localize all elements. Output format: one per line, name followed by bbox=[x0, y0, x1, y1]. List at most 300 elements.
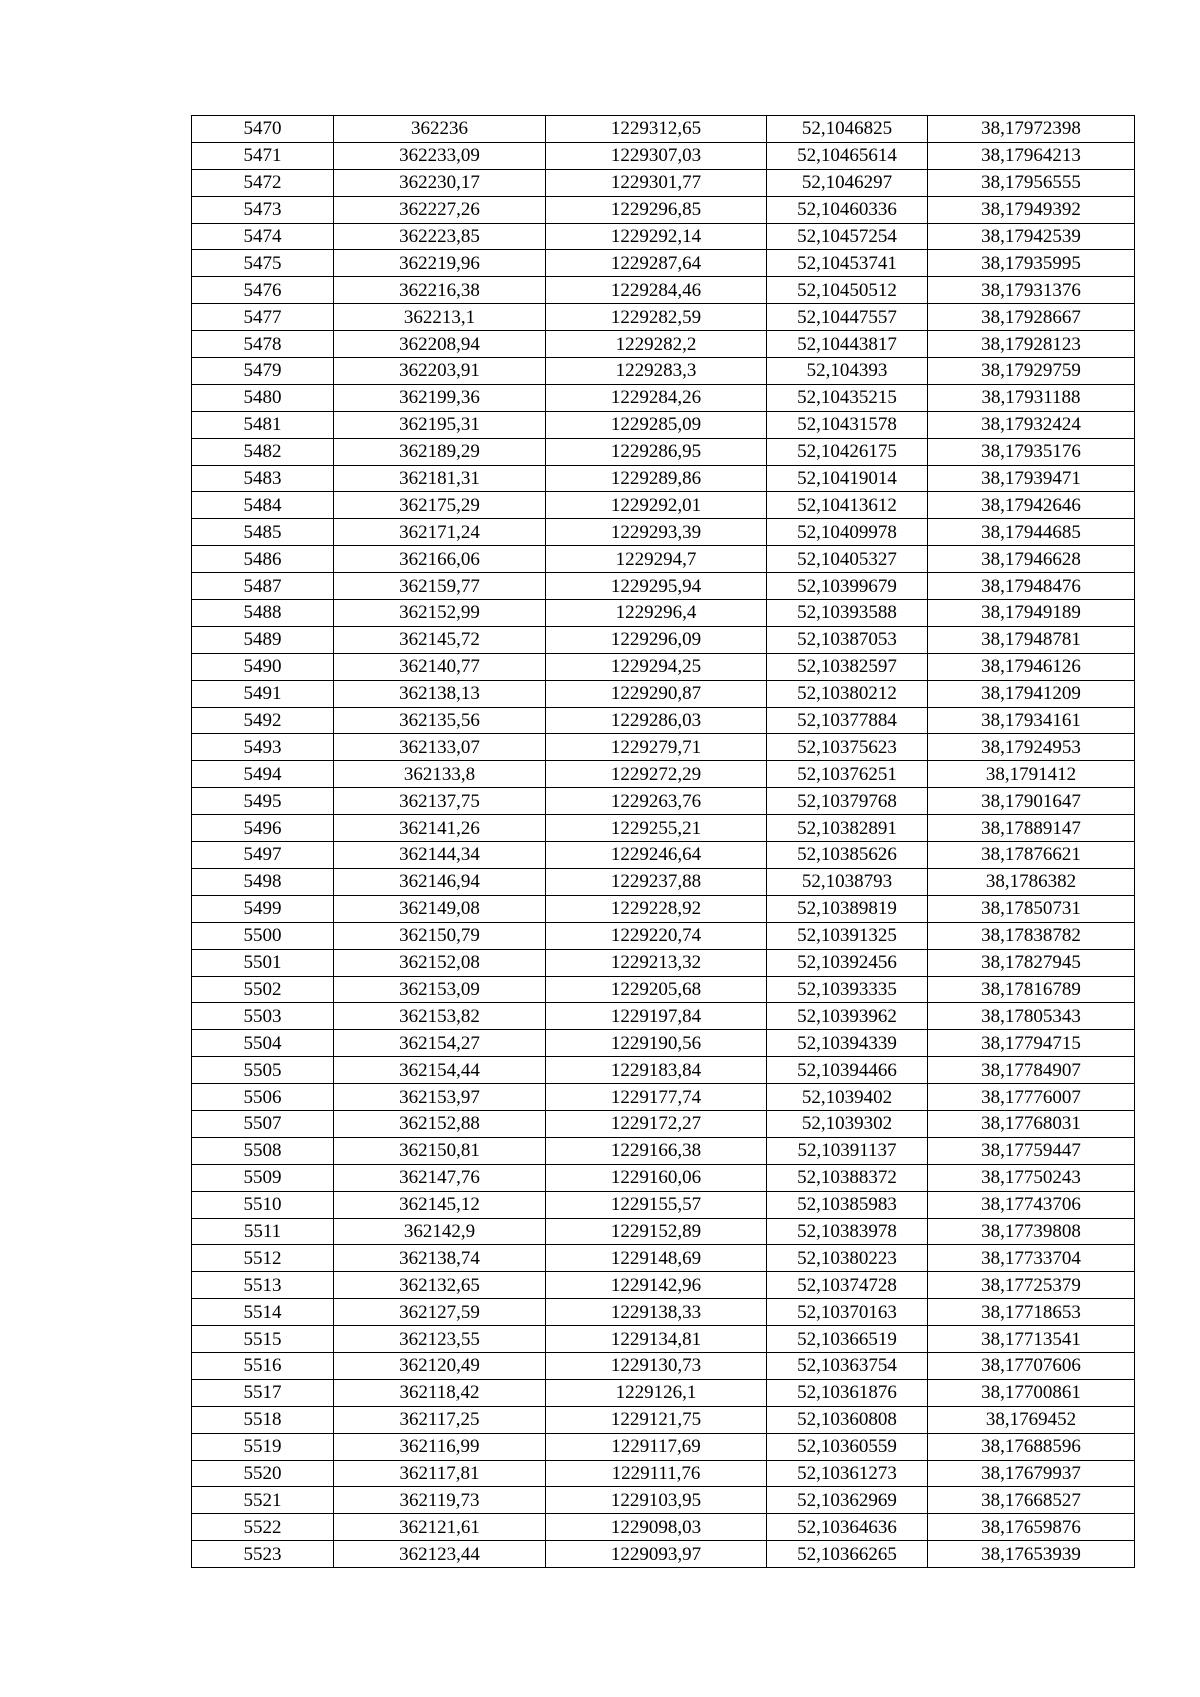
x-coordinate-cell: 362152,08 bbox=[334, 949, 546, 976]
y-coordinate-cell: 1229197,84 bbox=[546, 1003, 767, 1030]
latitude-cell: 52,10447557 bbox=[767, 304, 928, 331]
point-number-cell: 5501 bbox=[192, 949, 334, 976]
latitude-cell: 52,10382891 bbox=[767, 815, 928, 842]
latitude-cell: 52,10382597 bbox=[767, 653, 928, 680]
x-coordinate-cell: 362216,38 bbox=[334, 277, 546, 304]
latitude-cell: 52,10419014 bbox=[767, 465, 928, 492]
y-coordinate-cell: 1229103,95 bbox=[546, 1487, 767, 1514]
y-coordinate-cell: 1229285,09 bbox=[546, 411, 767, 438]
longitude-cell: 38,17659876 bbox=[928, 1514, 1135, 1541]
point-number-cell: 5513 bbox=[192, 1272, 334, 1299]
latitude-cell: 52,10457254 bbox=[767, 223, 928, 250]
point-number-cell: 5483 bbox=[192, 465, 334, 492]
x-coordinate-cell: 362117,25 bbox=[334, 1406, 546, 1433]
point-number-cell: 5497 bbox=[192, 842, 334, 869]
table-row bbox=[192, 922, 1135, 949]
point-number-cell: 5515 bbox=[192, 1326, 334, 1353]
point-number-cell: 5481 bbox=[192, 411, 334, 438]
longitude-cell: 38,17939471 bbox=[928, 465, 1135, 492]
latitude-cell: 52,10374728 bbox=[767, 1272, 928, 1299]
latitude-cell: 52,10393335 bbox=[767, 976, 928, 1003]
y-coordinate-cell: 1229284,46 bbox=[546, 277, 767, 304]
longitude-cell: 38,17794715 bbox=[928, 1030, 1135, 1057]
longitude-cell: 38,17759447 bbox=[928, 1137, 1135, 1164]
x-coordinate-cell: 362150,79 bbox=[334, 922, 546, 949]
y-coordinate-cell: 1229296,4 bbox=[546, 600, 767, 627]
y-coordinate-cell: 1229289,86 bbox=[546, 465, 767, 492]
latitude-cell: 52,10389819 bbox=[767, 895, 928, 922]
y-coordinate-cell: 1229138,33 bbox=[546, 1299, 767, 1326]
y-coordinate-cell: 1229287,64 bbox=[546, 250, 767, 277]
x-coordinate-cell: 362153,82 bbox=[334, 1003, 546, 1030]
table-row bbox=[192, 653, 1135, 680]
y-coordinate-cell: 1229130,73 bbox=[546, 1352, 767, 1379]
y-coordinate-cell: 1229237,88 bbox=[546, 868, 767, 895]
latitude-cell: 52,10387053 bbox=[767, 626, 928, 653]
x-coordinate-cell: 362230,17 bbox=[334, 169, 546, 196]
longitude-cell: 38,17934161 bbox=[928, 707, 1135, 734]
latitude-cell: 52,10379768 bbox=[767, 788, 928, 815]
y-coordinate-cell: 1229093,97 bbox=[546, 1541, 767, 1568]
y-coordinate-cell: 1229286,95 bbox=[546, 438, 767, 465]
latitude-cell: 52,10363754 bbox=[767, 1352, 928, 1379]
longitude-cell: 38,17948781 bbox=[928, 626, 1135, 653]
table-row bbox=[192, 116, 1135, 143]
x-coordinate-cell: 362199,36 bbox=[334, 384, 546, 411]
point-number-cell: 5503 bbox=[192, 1003, 334, 1030]
y-coordinate-cell: 1229279,71 bbox=[546, 734, 767, 761]
y-coordinate-cell: 1229263,76 bbox=[546, 788, 767, 815]
longitude-cell: 38,1769452 bbox=[928, 1406, 1135, 1433]
point-number-cell: 5491 bbox=[192, 680, 334, 707]
point-number-cell: 5489 bbox=[192, 626, 334, 653]
point-number-cell: 5477 bbox=[192, 304, 334, 331]
longitude-cell: 38,17776007 bbox=[928, 1084, 1135, 1111]
table-row bbox=[192, 788, 1135, 815]
x-coordinate-cell: 362133,07 bbox=[334, 734, 546, 761]
table-row bbox=[192, 1164, 1135, 1191]
x-coordinate-cell: 362159,77 bbox=[334, 573, 546, 600]
point-number-cell: 5470 bbox=[192, 116, 334, 143]
table-row bbox=[192, 1191, 1135, 1218]
x-coordinate-cell: 362152,99 bbox=[334, 600, 546, 627]
y-coordinate-cell: 1229292,14 bbox=[546, 223, 767, 250]
x-coordinate-cell: 362133,8 bbox=[334, 761, 546, 788]
y-coordinate-cell: 1229148,69 bbox=[546, 1245, 767, 1272]
latitude-cell: 52,10426175 bbox=[767, 438, 928, 465]
y-coordinate-cell: 1229213,32 bbox=[546, 949, 767, 976]
longitude-cell: 38,17932424 bbox=[928, 411, 1135, 438]
y-coordinate-cell: 1229312,65 bbox=[546, 116, 767, 143]
point-number-cell: 5496 bbox=[192, 815, 334, 842]
latitude-cell: 52,10409978 bbox=[767, 519, 928, 546]
table-row bbox=[192, 384, 1135, 411]
x-coordinate-cell: 362119,73 bbox=[334, 1487, 546, 1514]
latitude-cell: 52,10362969 bbox=[767, 1487, 928, 1514]
longitude-cell: 38,17768031 bbox=[928, 1110, 1135, 1137]
longitude-cell: 38,17733704 bbox=[928, 1245, 1135, 1272]
longitude-cell: 38,17725379 bbox=[928, 1272, 1135, 1299]
x-coordinate-cell: 362138,13 bbox=[334, 680, 546, 707]
table-row bbox=[192, 1003, 1135, 1030]
table-row bbox=[192, 196, 1135, 223]
longitude-cell: 38,17743706 bbox=[928, 1191, 1135, 1218]
table-row bbox=[192, 1084, 1135, 1111]
latitude-cell: 52,10366265 bbox=[767, 1541, 928, 1568]
x-coordinate-cell: 362149,08 bbox=[334, 895, 546, 922]
x-coordinate-cell: 362116,99 bbox=[334, 1433, 546, 1460]
latitude-cell: 52,1039302 bbox=[767, 1110, 928, 1137]
table-row bbox=[192, 1245, 1135, 1272]
latitude-cell: 52,10385626 bbox=[767, 842, 928, 869]
table-row bbox=[192, 842, 1135, 869]
point-number-cell: 5520 bbox=[192, 1460, 334, 1487]
longitude-cell: 38,17928667 bbox=[928, 304, 1135, 331]
x-coordinate-cell: 362138,74 bbox=[334, 1245, 546, 1272]
longitude-cell: 38,1791412 bbox=[928, 761, 1135, 788]
table-row bbox=[192, 1057, 1135, 1084]
table-row bbox=[192, 734, 1135, 761]
point-number-cell: 5498 bbox=[192, 868, 334, 895]
table-row bbox=[192, 680, 1135, 707]
latitude-cell: 52,1046297 bbox=[767, 169, 928, 196]
coordinates-table bbox=[191, 115, 1135, 1568]
longitude-cell: 38,17838782 bbox=[928, 922, 1135, 949]
point-number-cell: 5510 bbox=[192, 1191, 334, 1218]
table-row bbox=[192, 761, 1135, 788]
latitude-cell: 52,10394466 bbox=[767, 1057, 928, 1084]
y-coordinate-cell: 1229126,1 bbox=[546, 1379, 767, 1406]
table-row bbox=[192, 868, 1135, 895]
table-row bbox=[192, 465, 1135, 492]
latitude-cell: 52,10399679 bbox=[767, 573, 928, 600]
y-coordinate-cell: 1229134,81 bbox=[546, 1326, 767, 1353]
longitude-cell: 38,1786382 bbox=[928, 868, 1135, 895]
point-number-cell: 5480 bbox=[192, 384, 334, 411]
latitude-cell: 52,10394339 bbox=[767, 1030, 928, 1057]
point-number-cell: 5517 bbox=[192, 1379, 334, 1406]
table-row bbox=[192, 1030, 1135, 1057]
longitude-cell: 38,17944685 bbox=[928, 519, 1135, 546]
table-row bbox=[192, 519, 1135, 546]
latitude-cell: 52,10377884 bbox=[767, 707, 928, 734]
point-number-cell: 5506 bbox=[192, 1084, 334, 1111]
y-coordinate-cell: 1229183,84 bbox=[546, 1057, 767, 1084]
y-coordinate-cell: 1229177,74 bbox=[546, 1084, 767, 1111]
latitude-cell: 52,10460336 bbox=[767, 196, 928, 223]
latitude-cell: 52,1046825 bbox=[767, 116, 928, 143]
longitude-cell: 38,17889147 bbox=[928, 815, 1135, 842]
x-coordinate-cell: 362135,56 bbox=[334, 707, 546, 734]
x-coordinate-cell: 362227,26 bbox=[334, 196, 546, 223]
longitude-cell: 38,17924953 bbox=[928, 734, 1135, 761]
latitude-cell: 52,10364636 bbox=[767, 1514, 928, 1541]
point-number-cell: 5502 bbox=[192, 976, 334, 1003]
latitude-cell: 52,10435215 bbox=[767, 384, 928, 411]
longitude-cell: 38,17707606 bbox=[928, 1352, 1135, 1379]
longitude-cell: 38,17850731 bbox=[928, 895, 1135, 922]
x-coordinate-cell: 362153,97 bbox=[334, 1084, 546, 1111]
point-number-cell: 5511 bbox=[192, 1218, 334, 1245]
point-number-cell: 5509 bbox=[192, 1164, 334, 1191]
point-number-cell: 5512 bbox=[192, 1245, 334, 1272]
latitude-cell: 52,10453741 bbox=[767, 250, 928, 277]
latitude-cell: 52,10360808 bbox=[767, 1406, 928, 1433]
latitude-cell: 52,10385983 bbox=[767, 1191, 928, 1218]
table-row bbox=[192, 949, 1135, 976]
x-coordinate-cell: 362223,85 bbox=[334, 223, 546, 250]
x-coordinate-cell: 362175,29 bbox=[334, 492, 546, 519]
x-coordinate-cell: 362121,61 bbox=[334, 1514, 546, 1541]
latitude-cell: 52,10370163 bbox=[767, 1299, 928, 1326]
point-number-cell: 5486 bbox=[192, 546, 334, 573]
x-coordinate-cell: 362166,06 bbox=[334, 546, 546, 573]
y-coordinate-cell: 1229155,57 bbox=[546, 1191, 767, 1218]
x-coordinate-cell: 362152,88 bbox=[334, 1110, 546, 1137]
table-row bbox=[192, 331, 1135, 358]
latitude-cell: 52,10393588 bbox=[767, 600, 928, 627]
x-coordinate-cell: 362153,09 bbox=[334, 976, 546, 1003]
y-coordinate-cell: 1229294,7 bbox=[546, 546, 767, 573]
x-coordinate-cell: 362236 bbox=[334, 116, 546, 143]
x-coordinate-cell: 362208,94 bbox=[334, 331, 546, 358]
x-coordinate-cell: 362123,55 bbox=[334, 1326, 546, 1353]
table-row bbox=[192, 1514, 1135, 1541]
y-coordinate-cell: 1229293,39 bbox=[546, 519, 767, 546]
x-coordinate-cell: 362147,76 bbox=[334, 1164, 546, 1191]
table-row bbox=[192, 277, 1135, 304]
table-row bbox=[192, 411, 1135, 438]
y-coordinate-cell: 1229282,59 bbox=[546, 304, 767, 331]
point-number-cell: 5487 bbox=[192, 573, 334, 600]
point-number-cell: 5508 bbox=[192, 1137, 334, 1164]
point-number-cell: 5500 bbox=[192, 922, 334, 949]
table-row bbox=[192, 707, 1135, 734]
latitude-cell: 52,1038793 bbox=[767, 868, 928, 895]
latitude-cell: 52,10361273 bbox=[767, 1460, 928, 1487]
latitude-cell: 52,10388372 bbox=[767, 1164, 928, 1191]
latitude-cell: 52,10360559 bbox=[767, 1433, 928, 1460]
y-coordinate-cell: 1229286,03 bbox=[546, 707, 767, 734]
point-number-cell: 5485 bbox=[192, 519, 334, 546]
longitude-cell: 38,17946126 bbox=[928, 653, 1135, 680]
latitude-cell: 52,10405327 bbox=[767, 546, 928, 573]
point-number-cell: 5493 bbox=[192, 734, 334, 761]
point-number-cell: 5474 bbox=[192, 223, 334, 250]
table-row bbox=[192, 1137, 1135, 1164]
y-coordinate-cell: 1229296,09 bbox=[546, 626, 767, 653]
table-row bbox=[192, 1433, 1135, 1460]
point-number-cell: 5490 bbox=[192, 653, 334, 680]
x-coordinate-cell: 362144,34 bbox=[334, 842, 546, 869]
x-coordinate-cell: 362123,44 bbox=[334, 1541, 546, 1568]
x-coordinate-cell: 362145,12 bbox=[334, 1191, 546, 1218]
y-coordinate-cell: 1229121,75 bbox=[546, 1406, 767, 1433]
table-row bbox=[192, 815, 1135, 842]
point-number-cell: 5476 bbox=[192, 277, 334, 304]
table-row bbox=[192, 358, 1135, 385]
y-coordinate-cell: 1229295,94 bbox=[546, 573, 767, 600]
coordinates-table-body bbox=[192, 116, 1135, 1568]
point-number-cell: 5472 bbox=[192, 169, 334, 196]
longitude-cell: 38,17972398 bbox=[928, 116, 1135, 143]
x-coordinate-cell: 362132,65 bbox=[334, 1272, 546, 1299]
x-coordinate-cell: 362120,49 bbox=[334, 1352, 546, 1379]
table-row bbox=[192, 492, 1135, 519]
table-row bbox=[192, 1460, 1135, 1487]
point-number-cell: 5482 bbox=[192, 438, 334, 465]
longitude-cell: 38,17931376 bbox=[928, 277, 1135, 304]
point-number-cell: 5521 bbox=[192, 1487, 334, 1514]
point-number-cell: 5488 bbox=[192, 600, 334, 627]
latitude-cell: 52,10413612 bbox=[767, 492, 928, 519]
longitude-cell: 38,17935995 bbox=[928, 250, 1135, 277]
y-coordinate-cell: 1229282,2 bbox=[546, 331, 767, 358]
y-coordinate-cell: 1229290,87 bbox=[546, 680, 767, 707]
table-row bbox=[192, 142, 1135, 169]
longitude-cell: 38,17942539 bbox=[928, 223, 1135, 250]
latitude-cell: 52,10366519 bbox=[767, 1326, 928, 1353]
point-number-cell: 5479 bbox=[192, 358, 334, 385]
x-coordinate-cell: 362150,81 bbox=[334, 1137, 546, 1164]
longitude-cell: 38,17949392 bbox=[928, 196, 1135, 223]
x-coordinate-cell: 362233,09 bbox=[334, 142, 546, 169]
table-row bbox=[192, 600, 1135, 627]
x-coordinate-cell: 362145,72 bbox=[334, 626, 546, 653]
y-coordinate-cell: 1229172,27 bbox=[546, 1110, 767, 1137]
table-row bbox=[192, 573, 1135, 600]
x-coordinate-cell: 362117,81 bbox=[334, 1460, 546, 1487]
latitude-cell: 52,10443817 bbox=[767, 331, 928, 358]
point-number-cell: 5478 bbox=[192, 331, 334, 358]
y-coordinate-cell: 1229166,38 bbox=[546, 1137, 767, 1164]
latitude-cell: 52,10450512 bbox=[767, 277, 928, 304]
table-row bbox=[192, 438, 1135, 465]
y-coordinate-cell: 1229152,89 bbox=[546, 1218, 767, 1245]
table-row bbox=[192, 1541, 1135, 1568]
y-coordinate-cell: 1229190,56 bbox=[546, 1030, 767, 1057]
y-coordinate-cell: 1229205,68 bbox=[546, 976, 767, 1003]
table-row bbox=[192, 1272, 1135, 1299]
point-number-cell: 5522 bbox=[192, 1514, 334, 1541]
longitude-cell: 38,17679937 bbox=[928, 1460, 1135, 1487]
point-number-cell: 5516 bbox=[192, 1352, 334, 1379]
table-row bbox=[192, 169, 1135, 196]
longitude-cell: 38,17805343 bbox=[928, 1003, 1135, 1030]
x-coordinate-cell: 362146,94 bbox=[334, 868, 546, 895]
longitude-cell: 38,17946628 bbox=[928, 546, 1135, 573]
table-row bbox=[192, 304, 1135, 331]
longitude-cell: 38,17935176 bbox=[928, 438, 1135, 465]
point-number-cell: 5475 bbox=[192, 250, 334, 277]
x-coordinate-cell: 362118,42 bbox=[334, 1379, 546, 1406]
latitude-cell: 52,10391137 bbox=[767, 1137, 928, 1164]
y-coordinate-cell: 1229098,03 bbox=[546, 1514, 767, 1541]
point-number-cell: 5473 bbox=[192, 196, 334, 223]
y-coordinate-cell: 1229307,03 bbox=[546, 142, 767, 169]
longitude-cell: 38,17956555 bbox=[928, 169, 1135, 196]
latitude-cell: 52,10361876 bbox=[767, 1379, 928, 1406]
latitude-cell: 52,10393962 bbox=[767, 1003, 928, 1030]
longitude-cell: 38,17948476 bbox=[928, 573, 1135, 600]
latitude-cell: 52,10376251 bbox=[767, 761, 928, 788]
x-coordinate-cell: 362219,96 bbox=[334, 250, 546, 277]
longitude-cell: 38,17929759 bbox=[928, 358, 1135, 385]
longitude-cell: 38,17928123 bbox=[928, 331, 1135, 358]
latitude-cell: 52,10380223 bbox=[767, 1245, 928, 1272]
point-number-cell: 5505 bbox=[192, 1057, 334, 1084]
y-coordinate-cell: 1229117,69 bbox=[546, 1433, 767, 1460]
point-number-cell: 5519 bbox=[192, 1433, 334, 1460]
table-row bbox=[192, 546, 1135, 573]
x-coordinate-cell: 362154,27 bbox=[334, 1030, 546, 1057]
longitude-cell: 38,17784907 bbox=[928, 1057, 1135, 1084]
y-coordinate-cell: 1229284,26 bbox=[546, 384, 767, 411]
longitude-cell: 38,17941209 bbox=[928, 680, 1135, 707]
latitude-cell: 52,104393 bbox=[767, 358, 928, 385]
x-coordinate-cell: 362181,31 bbox=[334, 465, 546, 492]
longitude-cell: 38,17876621 bbox=[928, 842, 1135, 869]
point-number-cell: 5514 bbox=[192, 1299, 334, 1326]
latitude-cell: 52,10383978 bbox=[767, 1218, 928, 1245]
y-coordinate-cell: 1229255,21 bbox=[546, 815, 767, 842]
longitude-cell: 38,17739808 bbox=[928, 1218, 1135, 1245]
x-coordinate-cell: 362141,26 bbox=[334, 815, 546, 842]
longitude-cell: 38,17718653 bbox=[928, 1299, 1135, 1326]
table-row bbox=[192, 1218, 1135, 1245]
y-coordinate-cell: 1229142,96 bbox=[546, 1272, 767, 1299]
table-row bbox=[192, 976, 1135, 1003]
table-row bbox=[192, 1352, 1135, 1379]
longitude-cell: 38,17964213 bbox=[928, 142, 1135, 169]
x-coordinate-cell: 362189,29 bbox=[334, 438, 546, 465]
x-coordinate-cell: 362154,44 bbox=[334, 1057, 546, 1084]
x-coordinate-cell: 362203,91 bbox=[334, 358, 546, 385]
table-row bbox=[192, 626, 1135, 653]
latitude-cell: 52,10391325 bbox=[767, 922, 928, 949]
table-row bbox=[192, 1487, 1135, 1514]
longitude-cell: 38,17750243 bbox=[928, 1164, 1135, 1191]
table-row bbox=[192, 223, 1135, 250]
point-number-cell: 5504 bbox=[192, 1030, 334, 1057]
point-number-cell: 5492 bbox=[192, 707, 334, 734]
x-coordinate-cell: 362142,9 bbox=[334, 1218, 546, 1245]
longitude-cell: 38,17931188 bbox=[928, 384, 1135, 411]
latitude-cell: 52,10465614 bbox=[767, 142, 928, 169]
point-number-cell: 5484 bbox=[192, 492, 334, 519]
y-coordinate-cell: 1229272,29 bbox=[546, 761, 767, 788]
table-row bbox=[192, 250, 1135, 277]
y-coordinate-cell: 1229296,85 bbox=[546, 196, 767, 223]
longitude-cell: 38,17816789 bbox=[928, 976, 1135, 1003]
point-number-cell: 5471 bbox=[192, 142, 334, 169]
y-coordinate-cell: 1229160,06 bbox=[546, 1164, 767, 1191]
table-row bbox=[192, 1379, 1135, 1406]
y-coordinate-cell: 1229220,74 bbox=[546, 922, 767, 949]
y-coordinate-cell: 1229292,01 bbox=[546, 492, 767, 519]
latitude-cell: 52,10380212 bbox=[767, 680, 928, 707]
point-number-cell: 5494 bbox=[192, 761, 334, 788]
table-row bbox=[192, 1299, 1135, 1326]
longitude-cell: 38,17653939 bbox=[928, 1541, 1135, 1568]
longitude-cell: 38,17901647 bbox=[928, 788, 1135, 815]
latitude-cell: 52,10375623 bbox=[767, 734, 928, 761]
point-number-cell: 5499 bbox=[192, 895, 334, 922]
y-coordinate-cell: 1229246,64 bbox=[546, 842, 767, 869]
x-coordinate-cell: 362140,77 bbox=[334, 653, 546, 680]
longitude-cell: 38,17688596 bbox=[928, 1433, 1135, 1460]
latitude-cell: 52,10431578 bbox=[767, 411, 928, 438]
